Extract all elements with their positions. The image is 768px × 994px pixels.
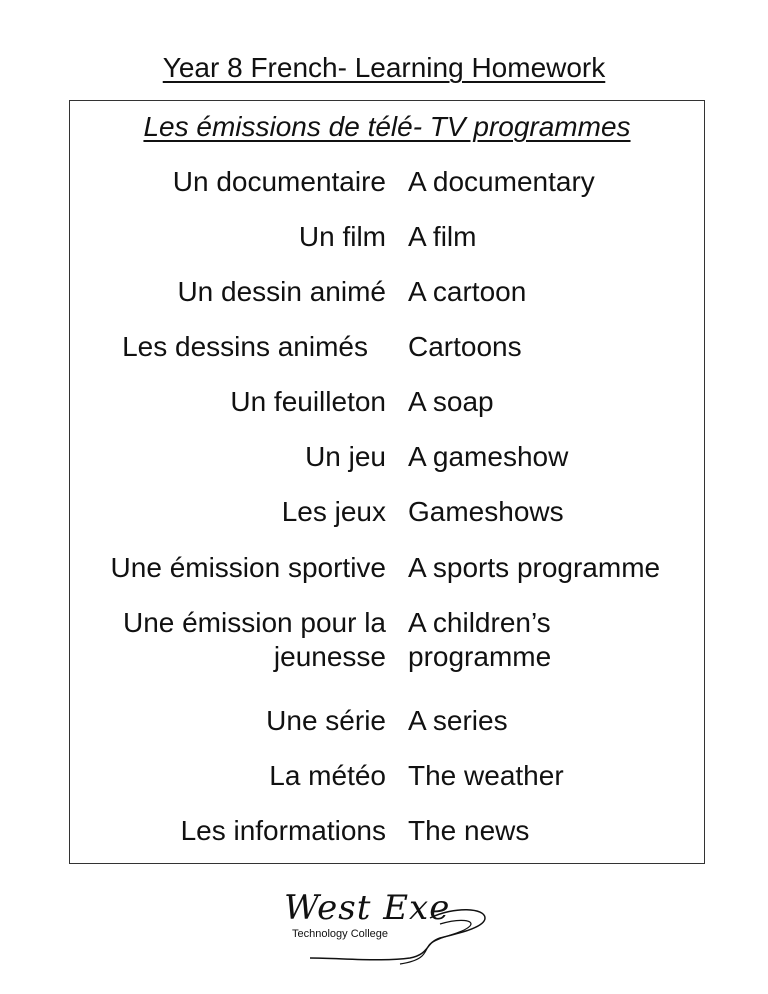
- french-term: Un film: [298, 221, 386, 252]
- french-term: La météo: [269, 760, 386, 791]
- french-term: Un dessin animé: [177, 276, 386, 307]
- french-term: Les jeux: [281, 496, 386, 527]
- english-term: Cartoons: [408, 331, 522, 362]
- page-title: Year 8 French- Learning Homework: [162, 52, 606, 83]
- french-term: jeunesse: [273, 641, 386, 672]
- logo-subtitle: Technology College: [292, 928, 389, 940]
- french-term: Un jeu: [305, 441, 386, 472]
- section-title: Les émissions de télé- TV programmes: [143, 111, 631, 142]
- logo-name: West Exe: [284, 888, 451, 928]
- school-logo: [280, 888, 500, 968]
- french-term: Un feuilleton: [230, 386, 386, 417]
- english-term: programme: [408, 641, 552, 672]
- english-term: A soap: [408, 386, 494, 417]
- english-term: A documentary: [408, 166, 595, 197]
- english-term: A gameshow: [408, 441, 569, 472]
- french-term: Les dessins animés: [122, 331, 368, 362]
- english-term: The weather: [408, 760, 564, 791]
- vocabulary-box: [69, 100, 705, 864]
- french-term: Les informations: [180, 815, 386, 846]
- english-term: Gameshows: [408, 496, 564, 527]
- french-term: Une émission pour la: [122, 607, 386, 638]
- english-term: A children’s: [408, 607, 551, 638]
- english-term: A series: [408, 705, 508, 736]
- english-term: A sports programme: [408, 552, 661, 583]
- french-term: Une émission sportive: [110, 552, 386, 583]
- english-term: A film: [408, 221, 477, 252]
- english-term: The news: [408, 815, 530, 846]
- french-term: Une série: [266, 705, 386, 736]
- english-term: A cartoon: [408, 276, 527, 307]
- french-term: Un documentaire: [172, 166, 386, 197]
